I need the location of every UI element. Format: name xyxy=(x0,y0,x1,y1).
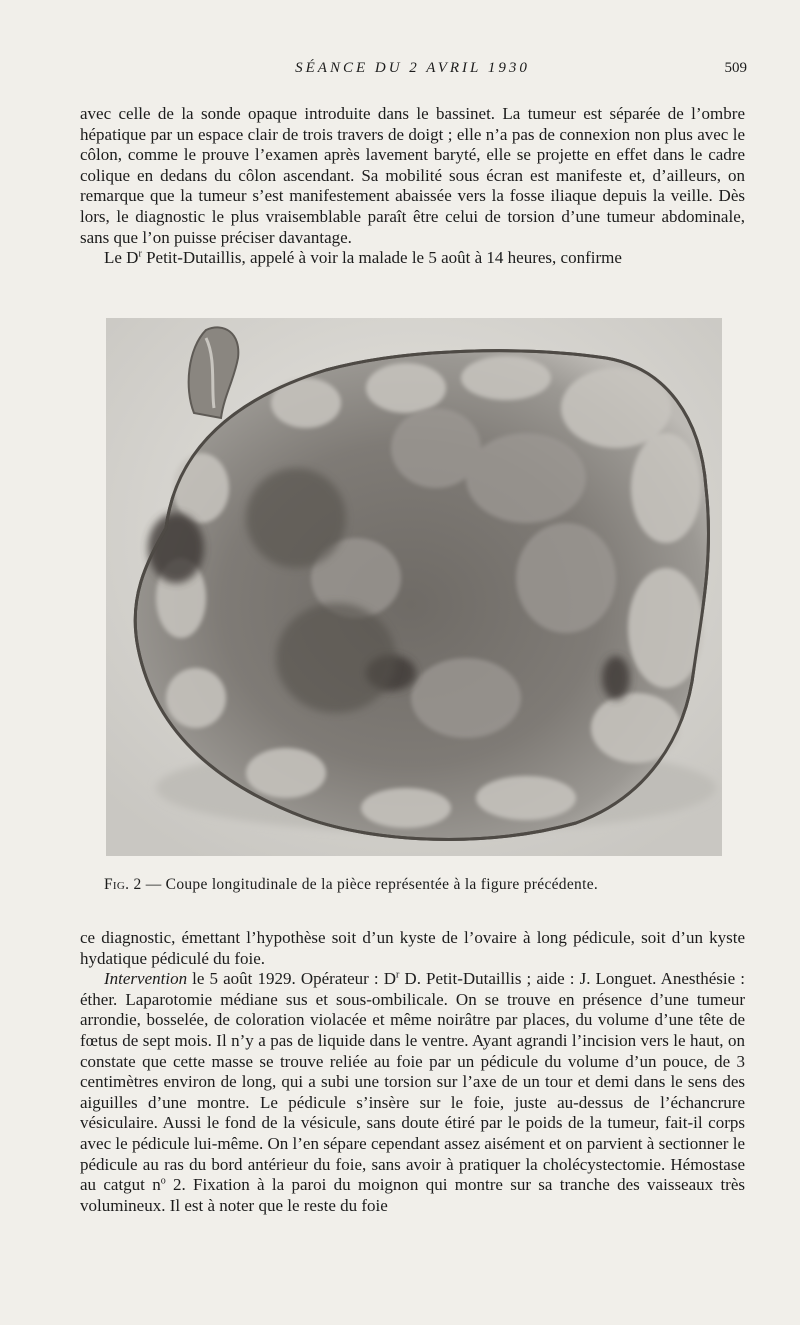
figure-caption-text: — Coupe longitudinale de la pièce représentée à la figure précédente. xyxy=(141,876,599,893)
paragraph: avec celle de la sonde opaque introduite dans le bassinet. La tumeur est séparée de l’ombre hépatique par un espace clair de trois travers de doigt ; elle n’a pas de connexion non plus avec le côlon, comme le prouve l’examen après lavement baryté, elle se projette en effet dans le cadre colique en dedans du côlon ascendant. Sa mobilité sous écran est manifeste et, d’ailleurs, on remarque que la tumeur s’est manifestement abaissée vers la fosse iliaque depuis la veille. Dès lors, le diagnostic le plus vraisemblable paraît être celui de torsion d’une tumeur abdominale, sans que l’on puisse préciser davantage. xyxy=(80,104,745,247)
figure-caption xyxy=(104,876,724,894)
specimen-photo xyxy=(106,318,722,856)
page-header xyxy=(80,60,745,84)
running-title: SÉANCE DU 2 AVRIL 1930 xyxy=(295,60,530,76)
paragraph-le-dr: Le $D^r$ Petit-Dutaillis, appelé à voir la malade le 5 août à 14 heures, confirme xyxy=(104,248,622,268)
paragraph-continuation: ce diagnostic, émettant l’hypothèse soit d’un kyste de l’ovaire à long pédicule, soit d’un kyste hydatique pédiculé du foie. xyxy=(80,928,745,968)
text-block-bottom xyxy=(80,928,745,1216)
figure-label: Fig. 2 xyxy=(104,876,142,893)
page-number: 509 xyxy=(724,60,747,76)
text-block-top xyxy=(80,104,745,269)
paragraph-intervention: Intervention le 5 août 1929. Opérateur : $D^r$ D. Petit-Dutaillis ; aide : J. Longuet. Anesthésie : éther. Laparotomie médiane sus et sous-ombilicale. On se trouve en présence d’une tumeur arrondie, bosselée, de coloration violacée et même noirâtre par places, du volume d’une tête de fœtus de sept mois. Il n’y a pas de liquide dans le ventre. Ayant agrandi l’incision vers le haut, on constate que cette masse se trouve reliée au foie par un pédicule du volume d’un pouce, de 3 centimètres environ de long, qui a subi une torsion sur l’axe de un tour et demi dans le sens des aiguilles d’une montre. Le pédicule s’insère sur le foie, juste au-dessus de l’échancrure vésiculaire. Aussi le fond de la vésicule, sans doute étiré par le poids de la tumeur, fait-il corps avec le pédicule lui-même. On l’en sépare cependant assez aisément et on parvient à sectionner le pédicule au ras du bord antérieur du foie, sans avoir à pratiquer la cholécystectomie. Hémostase au catgut $n^o$ 2. Fixation à la paroi du moignon qui montre sur sa tranche des vaisseaux très volumineux. Il est à noter que le reste du foie xyxy=(80,969,745,1215)
figure-photograph xyxy=(106,318,722,856)
